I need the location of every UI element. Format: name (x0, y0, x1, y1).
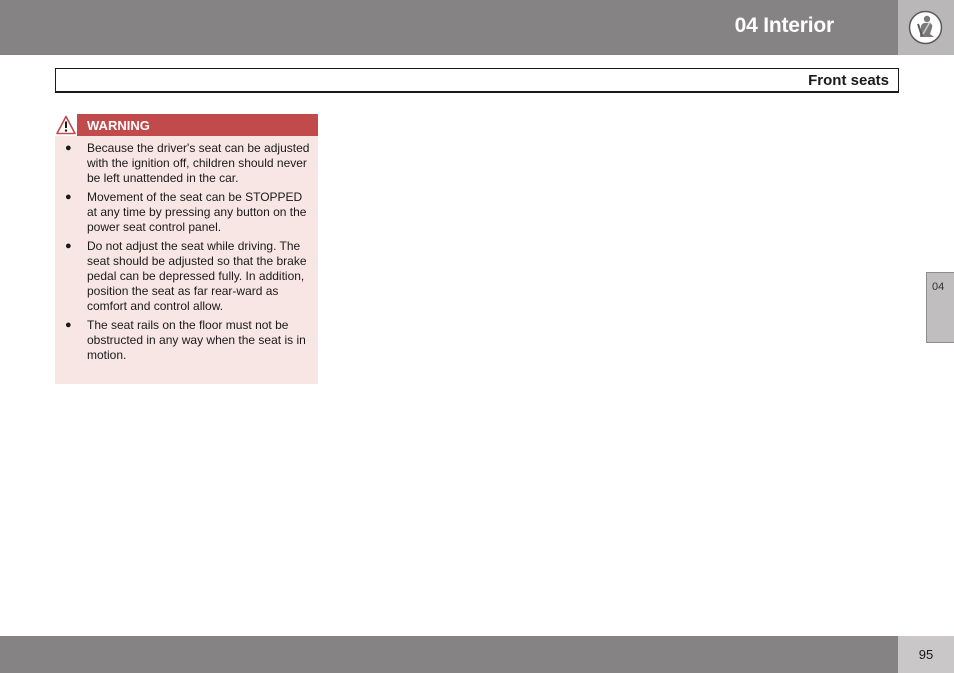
bullet-icon: ● (65, 240, 72, 252)
chapter-icon-box (898, 0, 954, 55)
warning-item-text: The seat rails on the floor must not be obstructed in any way when the seat is in motion. (87, 318, 306, 362)
warning-header (55, 114, 318, 136)
bullet-icon: ● (65, 142, 72, 154)
bullet-icon: ● (65, 319, 72, 331)
chapter-side-tab (926, 272, 954, 343)
warning-item (55, 318, 310, 363)
warning-item-text: Movement of the seat can be STOPPED at any time by pressing any button on the power seat control panel. (87, 190, 307, 234)
warning-list (55, 136, 318, 363)
warning-label: WARNING (87, 118, 150, 133)
page-number: 95 (918, 647, 934, 662)
header-bar (0, 0, 898, 55)
warning-item-text: Do not adjust the seat while driving. The seat should be adjusted so that the brake pedal can be depressed fully. In addition, position the seat as far rear-ward as comfort and control allow. (87, 239, 307, 313)
warning-item (55, 190, 310, 235)
seat-belt-person-icon (908, 10, 943, 45)
side-tab-label: 04 (932, 281, 945, 293)
warning-item-text: Because the driver's seat can be adjusted with the ignition off, children should never be left unattended in the car. (87, 141, 310, 185)
warning-box (55, 114, 318, 384)
warning-triangle-icon (56, 115, 76, 135)
warning-triangle-box (55, 114, 77, 136)
bullet-icon: ● (65, 191, 72, 203)
warning-item (55, 141, 310, 186)
warning-item (55, 239, 310, 314)
chapter-title: 04 Interior (734, 14, 834, 37)
section-title: Front seats (808, 72, 889, 89)
page-number-box (898, 636, 954, 673)
section-header (55, 68, 899, 93)
footer-bar (0, 636, 898, 673)
